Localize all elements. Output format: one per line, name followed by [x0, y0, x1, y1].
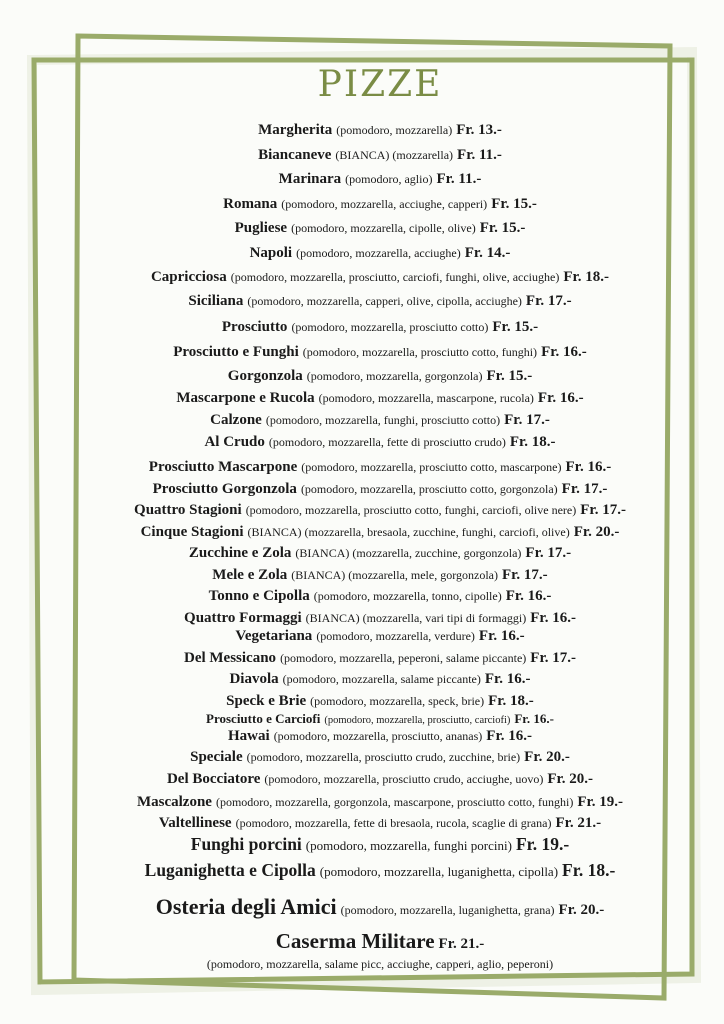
menu-item — [36, 931, 724, 952]
menu-item — [36, 728, 724, 744]
item-name: Speck e Brie — [226, 693, 307, 709]
item-ingredients: (pomodoro, mozzarella) — [336, 123, 453, 137]
item-name: Quattro Formaggi — [184, 610, 302, 626]
item-ingredients: (pomodoro, mozzarella, prosciutto crudo, zucchine, brie) — [246, 750, 521, 764]
menu-item — [36, 502, 724, 518]
item-name: Biancaneve — [258, 147, 332, 163]
item-name: Napoli — [249, 245, 293, 261]
item-name: Gorgonzola — [227, 368, 303, 384]
item-price: Fr. 16.- — [537, 390, 584, 406]
menu-item — [36, 269, 724, 285]
item-price: Fr. 18.- — [563, 269, 610, 285]
item-price: Fr. 20.- — [524, 749, 570, 765]
menu-item — [36, 749, 724, 765]
menu-item — [36, 794, 724, 810]
menu-item — [36, 711, 724, 727]
menu-item — [36, 836, 724, 854]
item-name: Mascarpone e Rucola — [176, 390, 315, 406]
item-name: Mele e Zola — [212, 567, 288, 583]
item-price: Fr. 13.- — [456, 122, 502, 138]
item-ingredients: (pomodoro, mozzarella, prosciutto, carciofi) — [324, 715, 511, 726]
menu-item — [36, 434, 724, 450]
item-ingredients: (BIANCA) (mozzarella) — [335, 148, 454, 162]
item-ingredients: (pomodoro, mozzarella, verdure) — [316, 629, 475, 643]
item-ingredients: (pomodoro, mozzarella, luganighetta, grana) — [340, 903, 555, 917]
item-price: Fr. 17.- — [580, 502, 626, 518]
item-ingredients: (pomodoro, mozzarella, acciughe, capperi) — [281, 197, 488, 211]
item-name: Mascalzone — [136, 794, 212, 810]
item-price: Fr. 14.- — [464, 245, 511, 261]
item-ingredients: (BIANCA) (mozzarella, vari tipi di formaggi) — [305, 611, 527, 625]
menu-item — [36, 628, 724, 644]
item-ingredients: (BIANCA) (mozzarella, bresaola, zucchine, funghi, carciofi, olive) — [247, 525, 570, 539]
menu-item — [36, 650, 724, 666]
item-price: Fr. 16.- — [565, 459, 612, 475]
item-name: Romana — [223, 196, 278, 212]
item-name: Al Crudo — [204, 434, 265, 450]
menu-item — [36, 771, 724, 787]
item-name: Marinara — [278, 171, 342, 187]
item-name: Diavola — [229, 671, 279, 687]
item-price: Fr. 16.- — [484, 671, 531, 687]
menu-item — [36, 147, 724, 163]
item-ingredients: (pomodoro, aglio) — [345, 172, 433, 186]
item-name: Quattro Stagioni — [134, 502, 242, 518]
item-price: Fr. 17.- — [530, 650, 576, 666]
item-name: Luganighetta e Cipolla — [144, 860, 316, 880]
item-name: Valtellinese — [158, 815, 232, 831]
item-ingredients: (pomodoro, mozzarella, prosciutto, carciofi, funghi, olive, acciughe) — [230, 270, 560, 284]
item-price: Fr. 15.- — [492, 319, 539, 335]
item-ingredients: (pomodoro, mozzarella, prosciutto cotto, mascarpone) — [301, 460, 562, 474]
menu-item — [36, 412, 724, 428]
menu-item — [36, 862, 724, 880]
item-price: Fr. 16.- — [505, 588, 552, 604]
menu-item — [36, 368, 724, 384]
menu-item — [36, 245, 724, 261]
item-name: Speciale — [190, 749, 243, 765]
item-name: Prosciutto e Funghi — [173, 344, 299, 360]
item-ingredients: (pomodoro, mozzarella, prosciutto cotto, gorgonzola) — [300, 482, 558, 496]
menu-item — [36, 610, 724, 626]
item-name: Siciliana — [188, 293, 244, 309]
item-ingredients: (pomodoro, mozzarella, prosciutto crudo, acciughe, uovo) — [264, 772, 544, 786]
menu-item — [36, 196, 724, 212]
item-name: Pugliese — [234, 220, 288, 236]
menu-item — [36, 524, 724, 540]
item-price: Fr. 17.- — [525, 545, 572, 561]
item-ingredients: (pomodoro, mozzarella, mascarpone, rucola) — [318, 391, 534, 405]
page-title: PIZZE — [317, 64, 443, 105]
item-ingredients: (BIANCA) (mozzarella, zucchine, gorgonzola) — [295, 546, 522, 560]
item-price: Fr. 16.- — [530, 610, 576, 626]
item-name: Hawai — [228, 728, 270, 744]
item-ingredients: (pomodoro, mozzarella, acciughe) — [296, 246, 461, 260]
item-ingredients: (pomodoro, mozzarella, prosciutto cotto, funghi) — [302, 345, 538, 359]
menu-item — [36, 344, 724, 360]
menu-item — [36, 693, 724, 709]
item-ingredients: (pomodoro, mozzarella, gorgonzola) — [306, 369, 483, 383]
item-name: Prosciutto Gorgonzola — [152, 481, 297, 497]
item-name: Funghi porcini — [190, 834, 302, 854]
item-name: Del Messicano — [183, 650, 277, 666]
item-price: Fr. 20.- — [558, 902, 605, 918]
item-price: Fr. 11.- — [457, 147, 502, 163]
item-name: Margherita — [258, 122, 333, 138]
item-ingredients: (pomodoro, mozzarella, prosciutto cotto, funghi, carciofi, olive nere) — [245, 503, 577, 517]
item-price: Fr. 16.- — [478, 628, 525, 644]
menu-item — [36, 481, 724, 497]
item-ingredients: (pomodoro, mozzarella, prosciutto, ananas) — [273, 729, 483, 743]
menu-item — [36, 319, 724, 335]
menu-item — [36, 896, 724, 918]
item-name: Capricciosa — [150, 269, 227, 285]
item-price: Fr. 16.- — [486, 728, 532, 744]
item-price: Fr. 17.- — [504, 412, 550, 428]
item-ingredients: (pomodoro, mozzarella, salame picc, acciughe, capperi, aglio, peperoni) — [206, 957, 554, 971]
item-ingredients: (pomodoro, mozzarella, salame piccante) — [282, 672, 481, 686]
item-name: Prosciutto e Carciofi — [206, 711, 321, 726]
item-ingredients: (pomodoro, mozzarella, gorgonzola, mascarpone, prosciutto cotto, funghi) — [215, 795, 574, 809]
item-price: Fr. 18.- — [509, 434, 556, 450]
menu-item — [36, 815, 724, 831]
item-name: Tonno e Cipolla — [208, 588, 310, 604]
item-ingredients: (pomodoro, mozzarella, funghi porcini) — [305, 838, 512, 853]
item-name: Cinque Stagioni — [140, 524, 244, 540]
item-name: Prosciutto — [221, 319, 288, 335]
item-price: Fr. 19.- — [577, 794, 624, 810]
item-name: Zucchine e Zola — [188, 545, 292, 561]
item-price: Fr. 18.- — [562, 860, 616, 880]
item-ingredients: (pomodoro, mozzarella, luganighetta, cipolla) — [319, 864, 559, 879]
item-price: Fr. 18.- — [488, 693, 534, 709]
item-ingredients: (pomodoro, mozzarella, tonno, cipolle) — [313, 589, 502, 603]
item-price: Fr. 16.- — [541, 344, 587, 360]
item-ingredients: (BIANCA) (mozzarella, mele, gorgonzola) — [291, 568, 498, 582]
item-price: Fr. 21.- — [438, 936, 485, 952]
item-price: Fr. 11.- — [436, 171, 482, 187]
menu-item — [36, 459, 724, 475]
item-name: Vegetariana — [235, 628, 313, 644]
item-name: Calzone — [210, 412, 262, 428]
menu-item — [36, 122, 724, 138]
item-ingredients: (pomodoro, mozzarella, funghi, prosciutto cotto) — [265, 413, 501, 427]
item-price: Fr. 15.- — [491, 196, 537, 212]
caserma-ingredients — [36, 956, 724, 972]
item-ingredients: (pomodoro, mozzarella, cipolle, olive) — [291, 221, 476, 235]
item-name: Caserma Militare — [275, 929, 435, 953]
item-ingredients: (pomodoro, mozzarella, peperoni, salame piccante) — [280, 651, 527, 665]
item-price: Fr. 17.- — [525, 293, 572, 309]
item-name: Prosciutto Mascarpone — [148, 459, 298, 475]
menu-item — [36, 545, 724, 561]
menu-item — [36, 671, 724, 687]
item-ingredients: (pomodoro, mozzarella, fette di prosciutto crudo) — [268, 435, 506, 449]
menu-item — [36, 390, 724, 406]
menu-item — [36, 588, 724, 604]
item-price: Fr. 20.- — [547, 771, 594, 787]
item-ingredients: (pomodoro, mozzarella, prosciutto cotto) — [291, 320, 489, 334]
item-name: Del Bocciatore — [166, 771, 261, 787]
menu-item — [36, 220, 724, 236]
item-ingredients: (pomodoro, mozzarella, capperi, olive, cipolla, acciughe) — [247, 294, 522, 308]
menu-item — [36, 293, 724, 309]
item-ingredients: (pomodoro, mozzarella, fette di bresaola, rucola, scaglie di grana) — [235, 816, 552, 830]
menu-item — [36, 567, 724, 583]
item-price: Fr. 17.- — [501, 567, 548, 583]
item-price: Fr. 21.- — [555, 815, 602, 831]
item-price: Fr. 17.- — [561, 481, 608, 497]
item-price: Fr. 19.- — [515, 834, 570, 854]
item-name: Osteria degli Amici — [155, 894, 337, 919]
item-price: Fr. 15.- — [479, 220, 526, 236]
menu-item — [36, 171, 724, 187]
item-ingredients: (pomodoro, mozzarella, speck, brie) — [310, 694, 485, 708]
item-price: Fr. 15.- — [486, 368, 533, 384]
item-price: Fr. 20.- — [573, 524, 620, 540]
item-price: Fr. 16.- — [514, 711, 554, 726]
